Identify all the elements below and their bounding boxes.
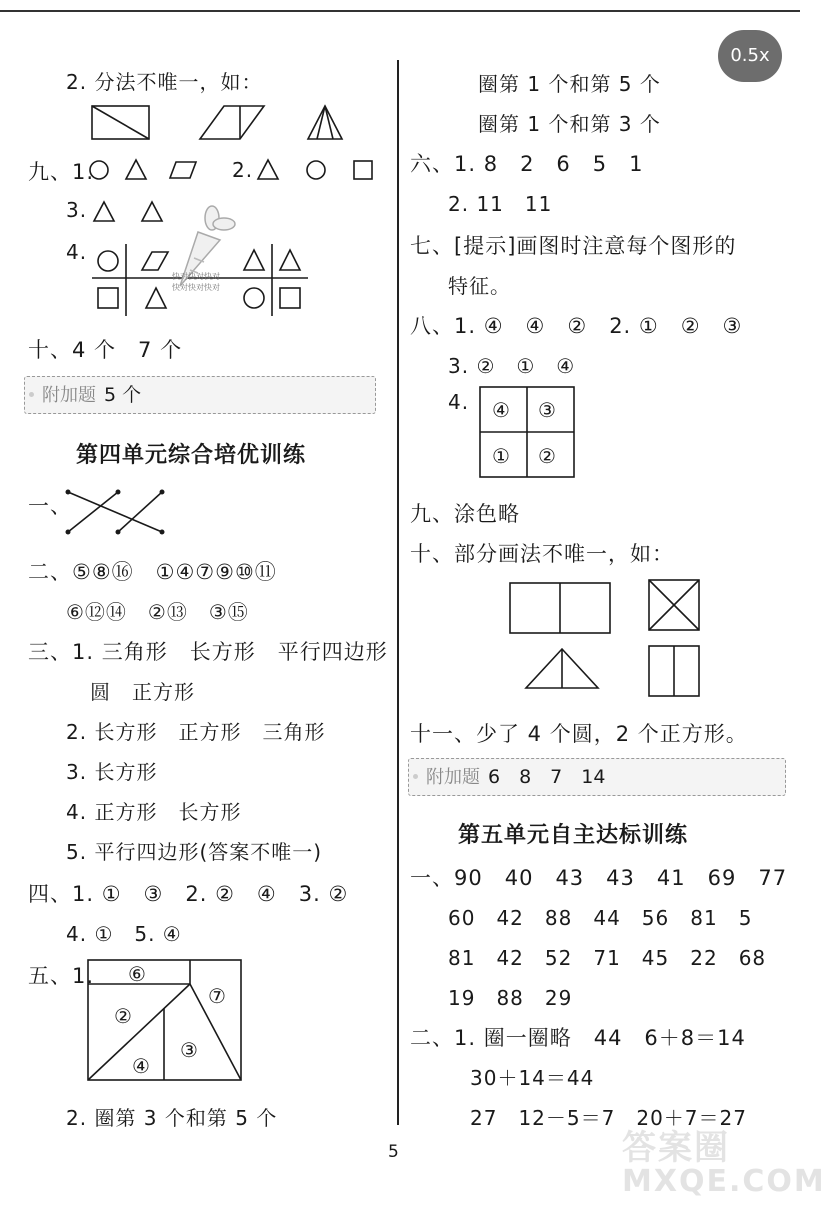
parallelogram-split bbox=[200, 106, 264, 139]
u4-q3-line3: 2. 长方形 正方形 三角形 bbox=[66, 720, 326, 744]
u4-q1-label: 一、 bbox=[28, 494, 72, 518]
triangle-icon bbox=[280, 250, 300, 270]
u5-q1-line3: 81 42 52 71 45 22 68 bbox=[448, 946, 767, 970]
triangle-icon bbox=[126, 160, 146, 179]
grid-cell-tl: ④ bbox=[492, 398, 511, 422]
circle-icon bbox=[98, 251, 118, 271]
extra-tag: 附加题 bbox=[42, 385, 96, 406]
u4-q3-line5: 4. 正方形 长方形 bbox=[66, 800, 242, 824]
watermark-bottom: MXQE.COM bbox=[622, 1164, 826, 1199]
q10-figures bbox=[510, 580, 700, 698]
zoom-badge[interactable]: 0.5x bbox=[718, 30, 782, 82]
extra-tag: 附加题 bbox=[426, 767, 480, 788]
region-label-4: ④ bbox=[132, 1054, 151, 1078]
u4-q2-line2: ⑥⑫⑭ ②⑬ ③⑮ bbox=[66, 600, 249, 624]
triangle-icon bbox=[244, 250, 264, 270]
region-label-7: ⑦ bbox=[208, 984, 227, 1008]
circle-icon bbox=[90, 161, 108, 179]
grid-cell-bl: ① bbox=[492, 444, 511, 468]
u5-q2-line3: 27 12－5＝7 20＋7＝27 bbox=[470, 1106, 747, 1130]
u5-q2-line1: 二、1. 圈一圈略 44 6＋8＝14 bbox=[410, 1026, 746, 1050]
unit5-title: 第五单元自主达标训练 bbox=[458, 823, 689, 848]
grid-cell-tr: ③ bbox=[538, 398, 557, 422]
region-label-3: ③ bbox=[180, 1038, 199, 1062]
square-icon bbox=[354, 161, 372, 179]
parallelogram-icon bbox=[170, 162, 196, 178]
circle-icon bbox=[244, 288, 264, 308]
u4-q5-figure bbox=[88, 960, 244, 1082]
split-shapes bbox=[92, 104, 352, 144]
u4-q2-line1: 二、⑤⑧⑯ ①④⑦⑨⑩⑪ bbox=[28, 560, 277, 584]
carrot-text-1: 快对快对快对 bbox=[172, 272, 220, 281]
unit4-title: 第四单元综合培优训练 bbox=[76, 443, 307, 468]
grid-cell-br: ② bbox=[538, 444, 557, 468]
square-icon bbox=[280, 288, 300, 308]
u5-q1-line1: 一、90 40 43 43 41 69 77 bbox=[410, 866, 788, 890]
q8-1-2: 八、1. ④ ④ ② 2. ① ② ③ bbox=[410, 314, 743, 338]
u4-q4-line2: 4. ① 5. ④ bbox=[66, 922, 182, 946]
extra-question-1 bbox=[24, 376, 376, 414]
q6-2: 2. 11 11 bbox=[448, 192, 553, 216]
square-icon bbox=[98, 288, 118, 308]
extra-question-2 bbox=[408, 758, 786, 796]
column-divider bbox=[397, 60, 399, 1125]
q10-text-right: 十、部分画法不唯一，如： bbox=[410, 542, 674, 566]
q10-text: 十、4 个 7 个 bbox=[28, 338, 183, 362]
circle-icon bbox=[307, 161, 325, 179]
top-rule bbox=[0, 10, 800, 12]
triangle-icon bbox=[146, 288, 166, 308]
q9-text: 九、涂色略 bbox=[410, 502, 520, 526]
u4-q4-line1: 四、1. ① ③ 2. ② ④ 3. ② bbox=[28, 882, 349, 906]
q11-text: 十一、少了 4 个圆，2 个正方形。 bbox=[410, 722, 748, 746]
u4-q3-line1: 三、1. 三角形 长方形 平行四边形 bbox=[28, 640, 388, 664]
u5-q1-line4: 19 88 29 bbox=[448, 986, 573, 1010]
u4-q5-2: 2. 圈第 3 个和第 5 个 bbox=[66, 1106, 278, 1130]
extra-answer: 5 个 bbox=[104, 384, 142, 406]
watermark-top: 答案圈 bbox=[622, 1128, 730, 1168]
q7-line1: 七、[提示]画图时注意每个图形的 bbox=[410, 234, 737, 258]
region-label-6: ⑥ bbox=[128, 962, 147, 986]
triangle-icon bbox=[94, 202, 114, 221]
extra-answer: 6 8 7 14 bbox=[488, 766, 606, 788]
r-circle-1-3: 圈第 1 个和第 3 个 bbox=[478, 112, 661, 136]
u4-q1-lines bbox=[64, 488, 174, 538]
triangle-icon bbox=[258, 160, 278, 179]
q8-2-text: 2. 分法不唯一，如： bbox=[66, 70, 263, 94]
u4-q3-line2: 圆 正方形 bbox=[90, 680, 195, 704]
u4-q5-label: 五、1. bbox=[28, 964, 95, 988]
triangle-split bbox=[308, 106, 342, 139]
q8-4-label: 4. bbox=[448, 390, 470, 414]
u5-q2-line2: 30＋14＝44 bbox=[470, 1066, 595, 1090]
q9-3-label: 3. bbox=[66, 198, 88, 222]
q9-1-label: 九、1. bbox=[28, 160, 95, 184]
carrot-text-2: 快对快对快对 bbox=[172, 283, 220, 292]
page-number: 5 bbox=[388, 1142, 399, 1162]
parallelogram-icon bbox=[142, 252, 168, 270]
u4-q3-line6: 5. 平行四边形(答案不唯一) bbox=[66, 840, 323, 864]
q9-2-label: 2. bbox=[232, 158, 254, 182]
q6-1: 六、1. 8 2 6 5 1 bbox=[410, 152, 644, 176]
q7-line2: 特征。 bbox=[448, 274, 511, 298]
u5-q1-line2: 60 42 88 44 56 81 5 bbox=[448, 906, 753, 930]
u4-q3-line4: 3. 长方形 bbox=[66, 760, 158, 784]
q8-3: 3. ② ① ④ bbox=[448, 354, 576, 378]
q9-4-label: 4. bbox=[66, 240, 88, 264]
r-circle-1-5: 圈第 1 个和第 5 个 bbox=[478, 72, 661, 96]
triangle-icon bbox=[142, 202, 162, 221]
region-label-2: ② bbox=[114, 1004, 133, 1028]
